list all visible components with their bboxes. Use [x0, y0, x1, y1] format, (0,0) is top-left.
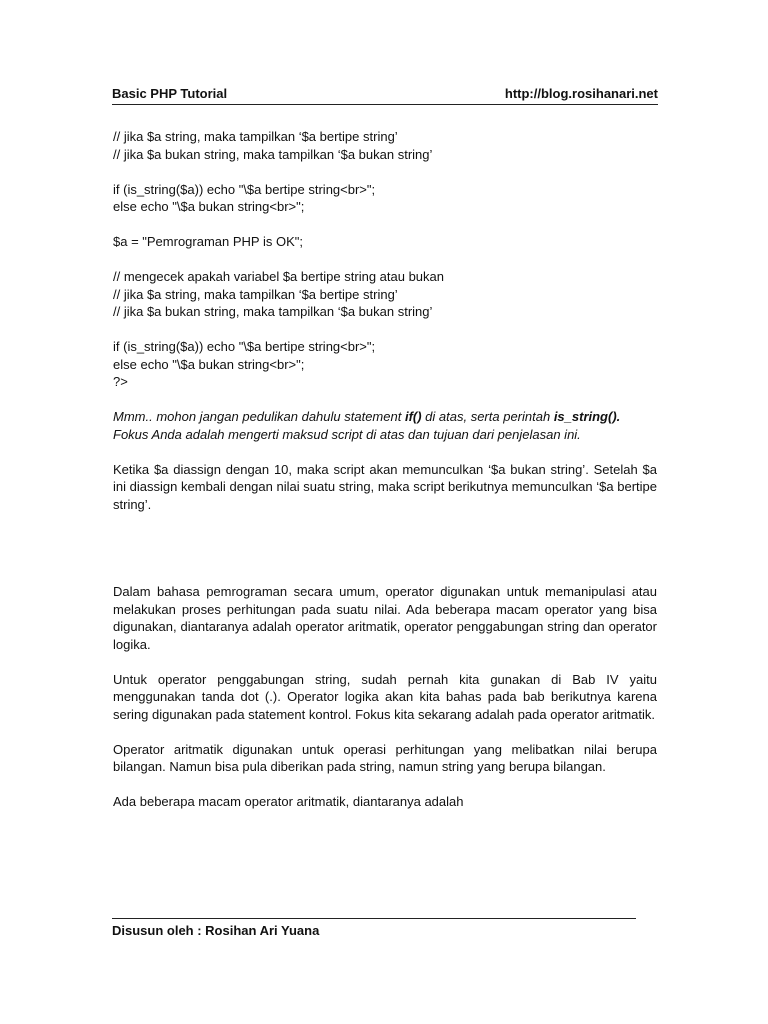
code-line: if (is_string($a)) echo "\$a bertipe string<br>"; [113, 181, 376, 197]
main-content [113, 128, 657, 513]
code-line: // jika $a bukan string, maka tampilkan ‘$a bukan string’ [113, 304, 433, 319]
note-text: Fokus Anda adalah mengerti maksud script di atas dan tujuan dari penjelasan ini. [113, 426, 581, 442]
code-line: else echo "\$a bukan string<br>"; [113, 356, 305, 372]
note-text: Mmm.. mohon jangan pedulikan dahulu statement [113, 409, 405, 424]
code-line: if (is_string($a)) echo "\$a bertipe string<br>"; [113, 339, 376, 354]
code-line: // jika $a string, maka tampilkan ‘$a bertipe string’ [113, 286, 398, 302]
code-line: // jika $a string, maka tampilkan ‘$a bertipe string’ [113, 129, 398, 144]
explain-paragraph: Ketika $a diassign dengan 10, maka script akan memunculkan ‘$a bukan string’. Setelah $a ini diassign kembali dengan nilai suatu string, maka script berikutnya memunculkan ‘$a bertipe string’. [113, 461, 657, 512]
note-paragraph [113, 408, 657, 443]
note-text: di atas, serta perintah [421, 409, 554, 424]
paragraph: Operator aritmatik digunakan untuk operasi perhitungan yang melibatkan nilai berupa bilangan. Namun bisa pula diberikan pada string, namun string yang berupa bilangan. [113, 741, 657, 774]
paragraph: Dalam bahasa pemrograman secara umum, operator digunakan untuk memanipulasi atau melakukan proses perhitungan pada suatu nilai. Ada beberapa macam operator yang bisa digunakan, diantaranya adalah operator aritmatik, operator penggabungan string dan operator logika. [113, 584, 657, 652]
code-line: ?> [113, 374, 128, 389]
operator-section [113, 583, 657, 828]
code-line: // jika $a bukan string, maka tampilkan ‘$a bukan string’ [113, 146, 433, 162]
header-url: http://blog.rosihanari.net [504, 86, 658, 101]
footer-author: Disusun oleh : Rosihan Ari Yuana [112, 923, 320, 938]
paragraph: Ada beberapa macam operator aritmatik, diantaranya adalah [113, 794, 464, 809]
code-line: // mengecek apakah variabel $a bertipe string atau bukan [113, 269, 444, 284]
code-line: $a = "Pemrograman PHP is OK"; [113, 234, 303, 249]
paragraph: Untuk operator penggabungan string, sudah pernah kita gunakan di Bab IV yaitu menggunakan tanda dot (.). Operator logika akan kita bahas pada bab berikutnya karena sering digunakan pada statement kontrol. Fokus kita sekarang adalah pada operator aritmatik. [113, 671, 657, 722]
page-header [112, 86, 658, 105]
header-title: Basic PHP Tutorial [112, 86, 228, 101]
note-bold-is-string: is_string(). [553, 409, 621, 424]
code-line: else echo "\$a bukan string<br>"; [113, 199, 305, 214]
page-footer [112, 918, 636, 938]
note-bold-if: if() [404, 409, 422, 424]
